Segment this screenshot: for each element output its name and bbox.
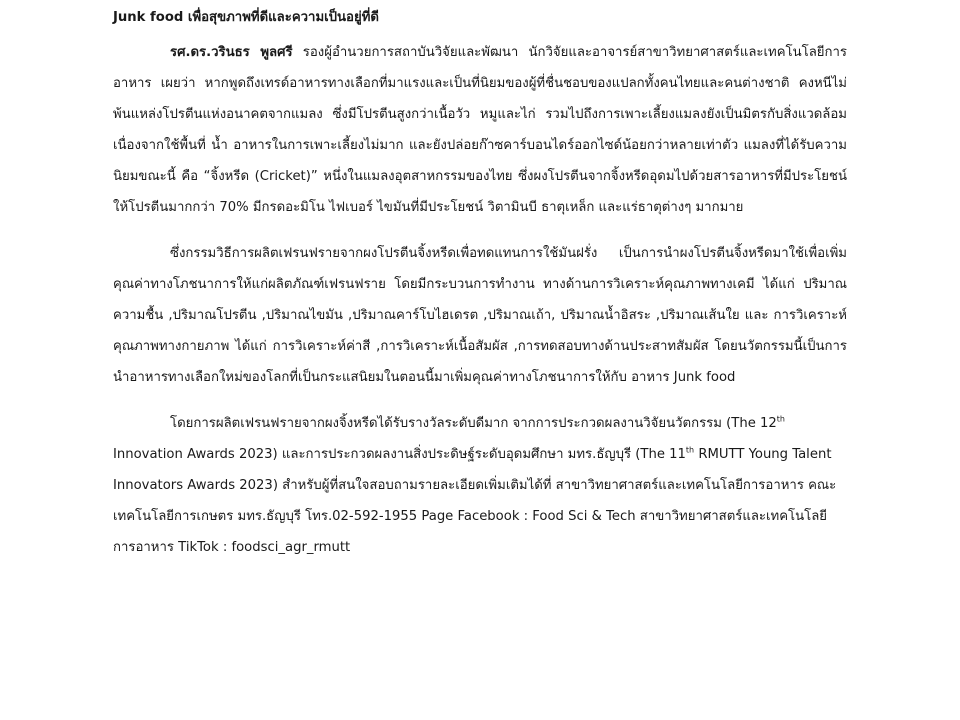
paragraph-1 — [113, 37, 847, 223]
ordinal-suffix-11th: th — [685, 445, 695, 455]
author-name: รศ.ดร.วรินธร พูลศรี — [170, 45, 293, 60]
paragraph-3 — [113, 408, 847, 563]
document-title: Junk food เพื่อสุขภาพที่ดีและความเป็นอยู่ที่ดี — [113, 10, 379, 25]
paragraph-3-part-a: โดยการผลิตเฟรนฟรายจากผงจิ้งหรีดได้รับรางวัลระดับดีมาก จากการประกวดผลงานวิจัยนวัตกรรม (The 12 — [170, 416, 777, 431]
paragraph-2: ซึ่งกรรมวิธีการผลิตเฟรนฟรายจากผงโปรตีนจิ้งหรีดเพื่อทดแทนการใช้มันฝรั่ง เป็นการนำผงโปรตีนจิ้งหรีดมาใช้เพื่อเพิ่มคุณค่าทางโภชนาการให้แก่ผลิตภัณฑ์เฟรนฟราย โดยมีกระบวนการทำงาน ทางด้านการวิเคราะห์คุณภาพทางเคมี ได้แก่ ปริมาณความชื้น ,ปริมาณโปรตีน ,ปริมาณไขมัน ,ปริมาณคาร์โบไฮเดรต ,ปริมาณเถ้า, ปริมาณน้ำอิสระ ,ปริมาณเส้นใย และ การวิเคราะห์คุณภาพทางกายภาพ ได้แก่ การวิเคราะห์ค่าสี ,การวิเคราะห์เนื้อสัมผัส ,การทดสอบทางด้านประสาทสัมผัส โดยนวัตกรรมนี้เป็นการนำอาหารทางเลือกใหม่ของโลกที่เป็นกระแสนิยมในตอนนี้มาเพิ่มคุณค่าทางโภชนาการให้กับ อาหาร Junk food — [113, 246, 847, 385]
paragraph-3-part-c: RMUTT Young Talent Innovators Awards 2023) สำหรับผู้ที่สนใจสอบถามรายละเอียดเพิ่มเติมได้ที่ สาขาวิทยาศาสตร์และเทคโนโลยีการอาหาร คณะเทคโนโลยีการเกษตร มทร.ธัญบุรี โทร.02-592-1955 Page Facebook : Food Sci & Tech สาขาวิทยาศาสตร์และเทคโนโลยีการอาหาร TikTok : foodsci_agr_rmutt — [113, 447, 837, 555]
paragraph-1-text: รองผู้อำนวยการสถาบันวิจัยและพัฒนา นักวิจัยและอาจารย์สาขาวิทยาศาสตร์และเทคโนโลยีการอาหาร เผยว่า หากพูดถึงเทรด์อาหารทางเลือกที่มาแรงและเป็นที่นิยมของผู้ที่ชื่นชอบของแปลกทั้งคนไทยและคนต่างชาติ คงหนีไม่พ้นแหล่งโปรตีนแห่งอนาคตจากแมลง ซึ่งมีโปรตีนสูงกว่าเนื้อวัว หมูและไก่ รวมไปถึงการเพาะเลี้ยงแมลงยังเป็นมิตรกับสิ่งแวดล้อม เนื่องจากใช้พื้นที่ น้ำ อาหารในการเพาะเลี้ยงไม่มาก และยังปล่อยก๊าซคาร์บอนไดร์ออกไซด์น้อยกว่าหลายเท่าตัว แมลงที่ได้รับความนิยมขณะนี้ คือ “จิ้งหรีด (Cricket)” หนึ่งในแมลงอุตสาหกรรมของไทย ซึ่งผงโปรตีนจากจิ้งหรีดอุดมไปด้วยสารอาหารที่มีประโยชน์ ให้โปรตีนมากกว่า 70% มีกรดอะมิโน ไฟเบอร์ ไขมันที่มีประโยชน์ วิตามินบี ธาตุเหล็ก และแร่ธาตุต่างๆ มากมาย — [113, 45, 848, 215]
document-page — [113, 4, 847, 578]
ordinal-suffix-12th: th — [776, 414, 785, 424]
paragraph-3-part-b: Innovation Awards 2023) และการประกวดผลงานสิ่งประดิษฐ์ระดับอุดมศึกษา มทร.ธัญบุรี (The 11 — [113, 447, 686, 462]
